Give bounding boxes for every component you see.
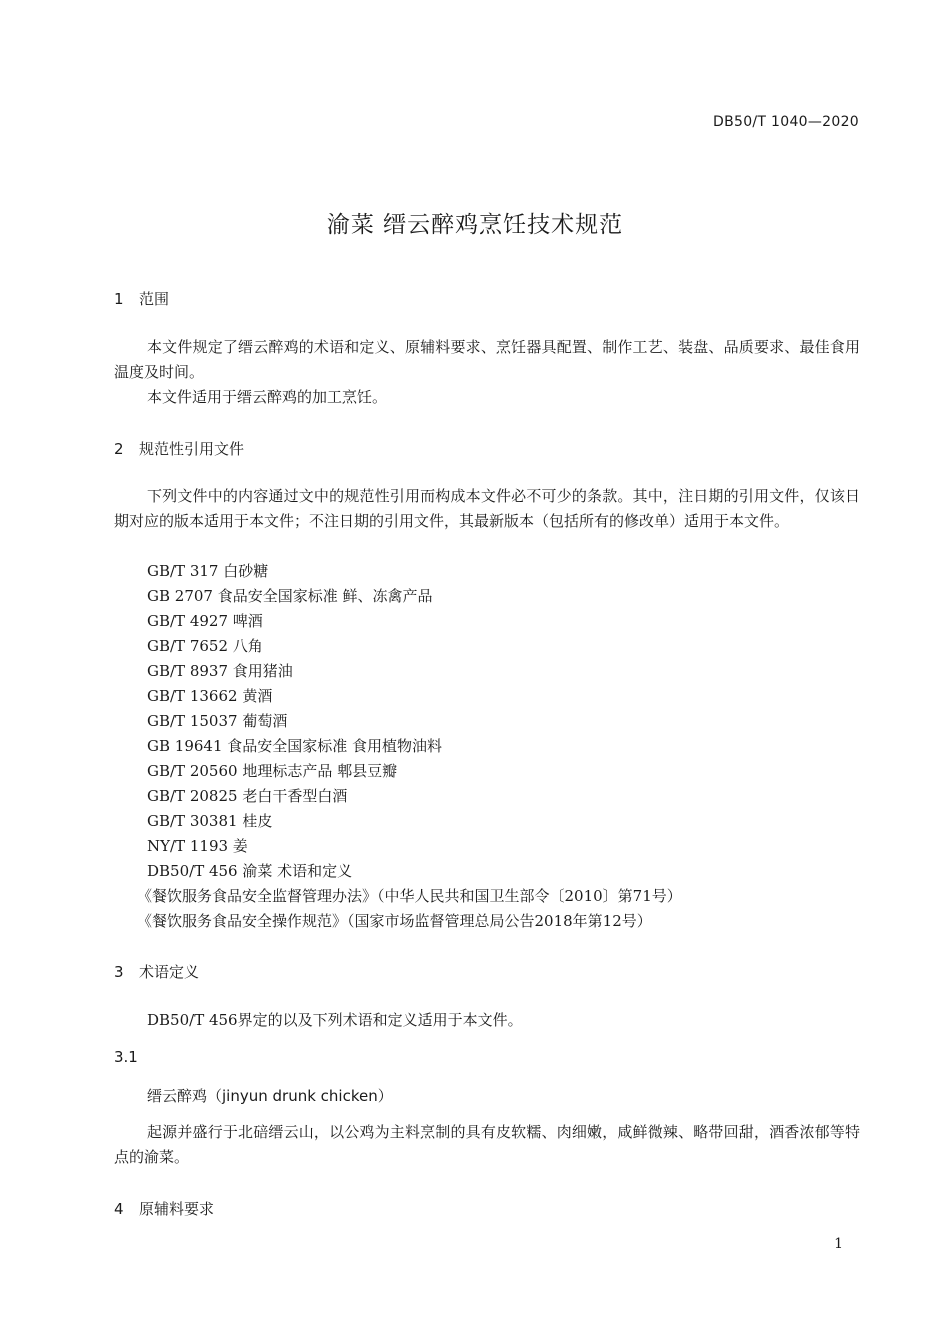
section-3-paragraph-1: DB50/T 456界定的以及下列术语和定义适用于本文件。 bbox=[147, 1011, 523, 1029]
document-title: 渝菜 缙云醉鸡烹饪技术规范 bbox=[326, 212, 624, 238]
reference-item: GB/T 15037 葡萄酒 bbox=[147, 712, 288, 730]
reference-item: GB/T 4927 啤酒 bbox=[147, 612, 263, 630]
section-2-paragraph-1: 下列文件中的内容通过文中的规范性引用而构成本文件必不可少的条款。其中，注日期的引用文件，仅该日期对应的版本适用于本文件；不注日期的引用文件，其最新版本（包括所有的修改单）适用于本文件。 bbox=[114, 487, 860, 530]
reference-item: GB/T 7652 八角 bbox=[147, 637, 263, 655]
section-title: 术语定义 bbox=[139, 963, 200, 981]
section-number: 4 bbox=[114, 1200, 124, 1218]
reference-item: GB/T 8937 食用猪油 bbox=[147, 662, 293, 680]
reference-item: NY/T 1193 姜 bbox=[147, 837, 248, 855]
reference-item: GB 19641 食品安全国家标准 食用植物油料 bbox=[147, 737, 443, 755]
section-title: 范围 bbox=[139, 290, 170, 308]
section-1-paragraph-2: 本文件适用于缙云醉鸡的加工烹饪。 bbox=[147, 388, 388, 406]
reference-item: 《餐饮服务食品安全操作规范》（国家市场监督管理总局公告2018年第12号） bbox=[137, 912, 652, 930]
term-definition: 起源并盛行于北碚缙云山，以公鸡为主料烹制的具有皮软糯、肉细嫩，咸鲜微辣、略带回甜，酒香浓郁等特点的渝菜。 bbox=[114, 1123, 860, 1166]
reference-item: GB 2707 食品安全国家标准 鲜、冻禽产品 bbox=[147, 587, 433, 605]
reference-item: GB/T 30381 桂皮 bbox=[147, 812, 273, 830]
section-number: 2 bbox=[114, 440, 124, 458]
reference-item: GB/T 13662 黄酒 bbox=[147, 687, 273, 705]
section-3-heading bbox=[114, 961, 199, 982]
section-title: 原辅料要求 bbox=[139, 1200, 215, 1218]
reference-item: 《餐饮服务食品安全监督管理办法》（中华人民共和国卫生部令〔2010〕第71号） bbox=[137, 887, 682, 905]
section-1-heading bbox=[114, 288, 169, 309]
section-4-heading bbox=[114, 1198, 214, 1219]
section-title: 规范性引用文件 bbox=[139, 440, 245, 458]
section-2-heading bbox=[114, 438, 244, 459]
reference-item: DB50/T 456 渝菜 术语和定义 bbox=[147, 862, 353, 880]
subsection-number: 3.1 bbox=[114, 1048, 138, 1066]
section-1-paragraph-1: 本文件规定了缙云醉鸡的术语和定义、原辅料要求、烹饪器具配置、制作工艺、装盘、品质要求、最佳食用温度及时间。 bbox=[114, 338, 860, 381]
section-number: 1 bbox=[114, 290, 124, 308]
page-number: 1 bbox=[834, 1236, 843, 1252]
standard-number: DB50/T 1040—2020 bbox=[713, 114, 859, 130]
reference-item: GB/T 20560 地理标志产品 郫县豆瓣 bbox=[147, 762, 398, 780]
reference-list bbox=[137, 559, 682, 934]
term-title: 缙云醉鸡（jinyun drunk chicken） bbox=[147, 1087, 393, 1105]
reference-item: GB/T 317 白砂糖 bbox=[147, 562, 269, 580]
reference-item: GB/T 20825 老白干香型白酒 bbox=[147, 787, 348, 805]
section-number: 3 bbox=[114, 963, 124, 981]
